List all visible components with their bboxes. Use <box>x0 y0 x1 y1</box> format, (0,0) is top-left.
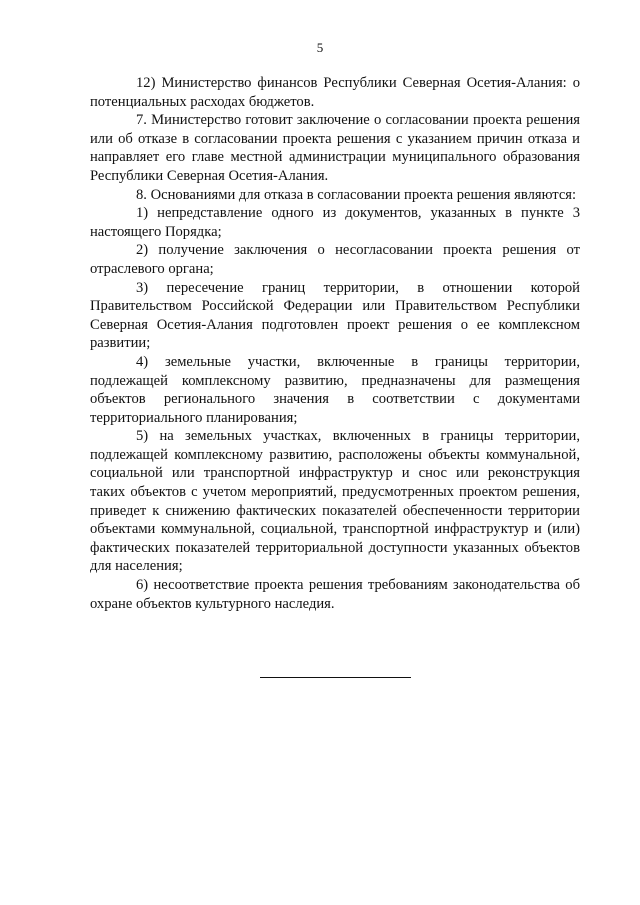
paragraph-reason-1: 1) непредставление одного из документов, указанных в пункте 3 настоящего Порядка; <box>90 205 580 240</box>
paragraph-reason-3: 3) пересечение границ территории, в отношении которой Правительством Российской Федерации или Правительством Республики Северная Осетия-Алания подготовлен проект решения о ее комплексном развитии; <box>90 279 580 352</box>
page-number: 5 <box>316 40 324 55</box>
paragraph-item-7: 7. Министерство готовит заключение о согласовании проекта решения или об отказе в согласовании проекта решения с указанием причин отказа и направляет его главе местной администрации муниципального образования Республики Северная Осетия-Алания. <box>90 112 580 184</box>
end-divider-line <box>260 677 411 678</box>
paragraph-item-8: 8. Основаниями для отказа в согласовании проекта решения являются: <box>136 186 577 203</box>
paragraph-reason-4: 4) земельные участки, включенные в границы территории, подлежащей комплексному развитию, предназначены для размещения объектов регионального значения в соответствии с документами территориального планирования; <box>90 353 580 426</box>
document-body <box>90 74 580 613</box>
paragraph-reason-5: 5) на земельных участках, включенных в границы территории, подлежащей комплексному развитию, расположены объекты коммунальной, социальной или транспортной инфраструктур и снос или реконструкция таких объектов с учетом мероприятий, предусмотренных проектом решения, приведет к снижению фактических показателей обеспеченности территории объектами коммунальной, социальной, транспортной инфраструктур и (или) фактических показателей территориальной доступности указанных объектов для населения; <box>90 428 580 575</box>
paragraph-reason-2: 2) получение заключения о несогласовании проекта решения от отраслевого органа; <box>90 242 580 277</box>
paragraph-ministry-finance: 12) Министерство финансов Республики Северная Осетия-Алания: о потенциальных расходах бюджетов. <box>90 75 580 110</box>
paragraph-reason-6: 6) несоответствие проекта решения требованиям законодательства об охране объектов культурного наследия. <box>90 577 580 612</box>
